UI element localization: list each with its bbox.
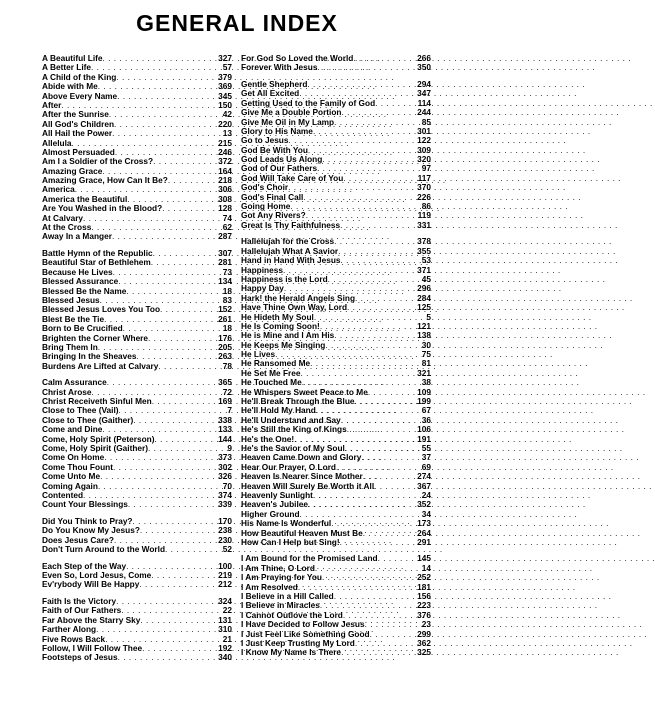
song-title: He Is Coming Soon! [241, 320, 320, 331]
page-number: 309 [417, 144, 431, 155]
song-title: He Touched Me [241, 377, 302, 388]
dot-leader [340, 538, 417, 547]
page-number: 7 [227, 405, 232, 416]
page-number: 264 [417, 527, 431, 538]
song-title: How Can I Help but Sing! [241, 536, 340, 547]
page-number: 14 [421, 562, 431, 573]
page-number: 97 [421, 163, 431, 174]
song-title: I Cannot Outlove the Lord [241, 609, 343, 620]
song-title: Gentle Shepherd [241, 78, 308, 89]
page-number: 164 [218, 165, 232, 176]
song-title: Even So, Lord Jesus, Come [42, 570, 152, 581]
page-number: 169 [218, 396, 232, 407]
song-title: I Know My Name Is There [241, 647, 342, 658]
song-title: All God's Children [42, 118, 115, 129]
song-title: Count Your Blessings [42, 499, 128, 510]
song-title: Heaven's Jubilee [241, 499, 308, 510]
song-title: Battle Hymn of the Republic [42, 248, 153, 258]
song-title: Almost Persuaded [42, 146, 115, 157]
index-entry[interactable] [42, 545, 232, 554]
page-number: 371 [417, 264, 431, 275]
page-number: 38 [421, 377, 431, 388]
song-title: Come Unto Me [42, 471, 101, 482]
song-title: Far Above the Starry Sky [42, 614, 141, 625]
song-title: God Will Take Care of You [241, 172, 344, 183]
song-title: A Beautiful Life [42, 53, 103, 63]
song-title: After [42, 99, 62, 110]
page-number: 324 [218, 596, 232, 607]
page-number: 226 [417, 191, 431, 202]
page-number: 205 [218, 341, 232, 352]
page-number: 74 [222, 212, 232, 223]
song-title: He Lives [241, 349, 276, 360]
song-title: He Whispers Sweet Peace to Me [241, 386, 368, 397]
page-number: 261 [218, 313, 232, 324]
song-title: For God So Loved the World [241, 53, 354, 63]
page-number: 308 [218, 193, 232, 204]
index-entry[interactable] [241, 221, 431, 230]
dot-leader [341, 648, 416, 657]
index-entry[interactable] [42, 500, 232, 509]
page-number: 376 [417, 609, 431, 620]
page-number: 21 [222, 633, 232, 644]
page-number: 321 [417, 367, 431, 378]
page-number: 284 [417, 292, 431, 303]
song-title: Faith of Our Fathers [42, 605, 122, 616]
page-number: 215 [218, 137, 232, 148]
song-title: Give Me Oil in My Lamp [241, 116, 335, 127]
page-number: 62 [222, 222, 232, 233]
dot-leader [118, 653, 218, 662]
page-number: 18 [222, 323, 232, 334]
song-title: He Keeps Me Singing [241, 339, 326, 350]
index-column-right [241, 54, 431, 658]
page-number: 327 [218, 53, 232, 63]
page-number: 134 [218, 276, 232, 287]
page-number: 72 [222, 386, 232, 397]
song-title: Don't Turn Around to the World [42, 544, 166, 555]
song-title: Glory to His Name [241, 125, 313, 136]
song-title: Hand in Hand With Jesus [241, 255, 341, 266]
page-number: 373 [218, 452, 232, 463]
page-number: 128 [218, 203, 232, 214]
page-number: 150 [218, 99, 232, 110]
dot-leader [139, 580, 217, 589]
index-entry[interactable] [42, 362, 232, 371]
song-title: Each Step of the Way [42, 560, 127, 571]
page-number: 379 [218, 71, 232, 82]
page-number: 109 [417, 386, 431, 397]
page-number: 369 [218, 81, 232, 92]
dot-leader [158, 362, 221, 371]
song-title: Hallelujah What A Savior [241, 245, 339, 256]
song-title: God's Final Call [241, 191, 304, 202]
song-title: America the Beautiful [42, 193, 128, 204]
page-number: 274 [417, 471, 431, 482]
index-entry[interactable] [42, 232, 232, 241]
index-entry[interactable] [241, 648, 431, 657]
page-number: 287 [218, 231, 232, 242]
dot-leader [112, 232, 217, 241]
index-entry[interactable] [241, 63, 431, 72]
page-number: 223 [417, 600, 431, 611]
song-title: Heaven Is Nearer Since Mother [241, 471, 363, 482]
page-number: 320 [417, 154, 431, 165]
page-number: 85 [421, 116, 431, 127]
song-title: Christ Arose [42, 386, 92, 397]
page-number: 145 [417, 553, 431, 564]
page-number: 78 [222, 360, 232, 371]
song-title: Calm Assurance [42, 377, 107, 388]
song-title: Get All Excited [241, 88, 300, 99]
page-number: 246 [218, 146, 232, 157]
song-title: Amazing Grace, How Can It Be? [42, 175, 168, 186]
page-number: 345 [218, 90, 232, 101]
song-title: Happiness [241, 264, 283, 275]
dot-leader [340, 221, 416, 230]
song-title: God Be With You [241, 144, 308, 155]
page-number: 133 [218, 424, 232, 435]
song-title: Great Is Thy Faithfulness [241, 219, 341, 230]
page-number: 310 [218, 624, 232, 635]
page-number: 372 [218, 156, 232, 167]
song-title: After the Sunrise [42, 109, 109, 120]
page-number: 70 [222, 480, 232, 491]
song-title: Ev'rybody Will Be Happy [42, 579, 140, 590]
song-title: Happy Day [241, 283, 284, 294]
song-title: Go to Jesus [241, 135, 289, 146]
song-title: Does Jesus Care? [42, 534, 114, 545]
page-number: 263 [218, 351, 232, 362]
page-number: 181 [417, 581, 431, 592]
page-number: 144 [218, 433, 232, 444]
song-title: Got Any Rivers? [241, 210, 306, 221]
song-title: Higher Ground [241, 508, 300, 519]
page-number: 22 [222, 605, 232, 616]
page-number: 294 [417, 78, 431, 89]
page-number: 45 [421, 273, 431, 284]
song-title: Farther Along [42, 624, 97, 635]
song-title: Born to Be Crucified [42, 323, 123, 334]
song-title: His Name Is Wonderful [241, 518, 332, 529]
song-title: Come and Dine [42, 424, 103, 435]
page-number: 138 [417, 330, 431, 341]
page-number: 18 [222, 285, 232, 296]
song-title: Because He Lives [42, 266, 113, 277]
page-number: 291 [417, 536, 431, 547]
page-number: 106 [417, 424, 431, 435]
page-number: 307 [218, 248, 232, 258]
page-number: 192 [218, 642, 232, 653]
song-title: Christ Receiveth Sinful Men [42, 396, 152, 407]
song-title: God Leads Us Along [241, 154, 323, 165]
page-number: 350 [417, 62, 431, 73]
song-title: He is Mine and I Am His [241, 330, 335, 341]
page-number: 52 [222, 544, 232, 555]
song-title: All Hail the Power [42, 128, 113, 139]
song-title: Did You Think to Pray? [42, 515, 133, 526]
page-number: 37 [421, 452, 431, 463]
song-title: Coming Again [42, 480, 98, 491]
dot-leader [317, 63, 416, 72]
page-number: 306 [218, 184, 232, 195]
song-title: Heaven Came Down and Glory [241, 452, 362, 463]
song-title: Bringing In the Sheaves [42, 351, 137, 362]
page-number: 119 [417, 210, 431, 221]
index-entry[interactable] [241, 538, 431, 547]
page-number: 325 [417, 647, 431, 658]
page-number: 378 [417, 236, 431, 247]
song-title: I Believe in a Hill Called [241, 591, 334, 602]
song-title: Blessed Jesus [42, 294, 100, 305]
song-title: Brighten the Corner Where [42, 332, 149, 343]
song-title: I Am Praying for You [241, 572, 322, 583]
page-number: 83 [222, 294, 232, 305]
page-number: 370 [417, 182, 431, 193]
song-title: Blest Be the Tie [42, 313, 105, 324]
song-title: I Just Keep Trusting My Lord [241, 638, 355, 648]
page-number: 117 [417, 172, 431, 183]
page-number: 299 [417, 628, 431, 639]
dot-leader [128, 500, 217, 509]
song-title: Blessed Assurance [42, 276, 119, 287]
page-number: 367 [417, 480, 431, 491]
song-title: Hark! the Herald Angels Sing [241, 292, 356, 303]
song-title: He Hideth My Soul [241, 311, 314, 322]
page-number: 5 [426, 311, 431, 322]
page-number: 86 [421, 201, 431, 212]
page-number: 339 [218, 499, 232, 510]
page-number: 212 [218, 579, 232, 590]
song-title: Heaven Will Surely Be Worth it All [241, 480, 375, 491]
page-number: 81 [421, 358, 431, 369]
song-title: Come On Home [42, 452, 105, 463]
page-number: 53 [421, 255, 431, 266]
page-number: 365 [218, 377, 232, 388]
page-number: 340 [218, 652, 232, 663]
song-title: Heavenly Sunlight [241, 489, 313, 500]
page-number: 296 [417, 283, 431, 294]
song-title: A Better Life [42, 62, 92, 73]
song-title: I Have Decided to Follow Jesus [241, 619, 365, 630]
page-number: 266 [417, 53, 431, 63]
page-number: 244 [417, 107, 431, 118]
song-title: Follow, I Will Follow Thee [42, 642, 143, 653]
page-number: 23 [421, 619, 431, 630]
page-number: 347 [417, 88, 431, 99]
page-number: 125 [417, 302, 431, 313]
song-title: Happiness is the Lord [241, 273, 328, 284]
song-title: A Child of the King [42, 71, 117, 82]
song-title: Faith Is the Victory [42, 596, 117, 607]
song-title: Give Me a Double Portion [241, 107, 342, 118]
song-title: Amazing Grace [42, 165, 103, 176]
song-title: Beautiful Star of Bethlehem [42, 257, 151, 268]
song-title: Hallelujah for the Cross [241, 236, 335, 247]
song-title: Footsteps of Jesus [42, 652, 118, 663]
page-number: 281 [218, 257, 232, 268]
song-title: He's the One! [241, 433, 295, 444]
song-title: Are You Washed in the Blood? [42, 203, 163, 214]
page-number: 355 [417, 245, 431, 256]
page-number: 57 [222, 62, 232, 73]
page-number: 199 [417, 396, 431, 407]
page-number: 331 [417, 219, 431, 230]
index-entry[interactable] [42, 653, 232, 662]
song-title: I Am Thine, O Lord [241, 562, 315, 573]
song-title: Five Rows Back [42, 633, 106, 644]
page-number: 173 [417, 518, 431, 529]
page-number: 121 [417, 320, 431, 331]
song-title: He'll Hold My Hand [241, 405, 316, 416]
song-title: He'll Break Through the Blue [241, 396, 355, 407]
page-number: 100 [218, 560, 232, 571]
song-title: I Just Feel Like Something Good [241, 628, 370, 639]
song-title: Away In a Manger [42, 231, 112, 242]
page-number: 131 [218, 614, 232, 625]
page-number: 122 [417, 135, 431, 146]
page-number: 73 [222, 266, 232, 277]
song-title: He's the Savior of My Soul [241, 443, 345, 453]
page-number: 176 [218, 332, 232, 343]
page-number: 302 [218, 461, 232, 472]
song-title: Close to Thee (Gaither) [42, 414, 134, 425]
page-number: 170 [218, 515, 232, 526]
song-title: He'll Understand and Say [241, 414, 341, 425]
page-number: 326 [218, 471, 232, 482]
page-number: 252 [417, 572, 431, 583]
page-number: 30 [421, 339, 431, 350]
song-title: Hear Our Prayer, O Lord [241, 461, 336, 472]
song-title: God of Our Fathers [241, 163, 318, 174]
page-number: 67 [421, 405, 431, 416]
page-number: 230 [218, 534, 232, 545]
song-title: Have Thine Own Way, Lord [241, 302, 348, 313]
page-number: 9 [227, 443, 232, 453]
song-title: Forever With Jesus [241, 62, 318, 73]
page-number: 219 [218, 570, 232, 581]
song-title: He Ransomed Me [241, 358, 311, 369]
song-title: Come, Holy Spirit (Peterson) [42, 433, 155, 444]
page-number: 75 [421, 349, 431, 360]
song-title: Bring Them In [42, 341, 98, 352]
song-title: I Am Bound for the Promised Land [241, 553, 378, 564]
page-number: 352 [417, 499, 431, 510]
page-number: 218 [218, 175, 232, 186]
song-title: I Am Resolved [241, 581, 298, 592]
page-number: 362 [417, 638, 431, 648]
song-title: America [42, 184, 75, 195]
song-title: Abide with Me [42, 81, 98, 92]
page-number: 156 [417, 591, 431, 602]
song-title: Above Every Name [42, 90, 118, 101]
song-title: God's Choir [241, 182, 289, 193]
page-number: 34 [421, 508, 431, 519]
page-number: 36 [421, 414, 431, 425]
page-number: 24 [421, 489, 431, 500]
page-number: 69 [421, 461, 431, 472]
page-number: 42 [222, 109, 232, 120]
page-number: 374 [218, 489, 232, 500]
page-number: 55 [421, 443, 431, 453]
song-title: Blessed Jesus Loves You Too [42, 304, 161, 315]
page-number: 152 [218, 304, 232, 315]
song-title: I Believe in Miracles [241, 600, 320, 611]
song-title: Allelula [42, 137, 72, 148]
song-title: He's Still the King of Kings [241, 424, 347, 435]
song-title: Getting Used to the Family of God [241, 97, 376, 108]
song-title: At Calvary [42, 212, 84, 223]
song-title: Do You Know My Jesus? [42, 525, 140, 536]
song-title: Contented [42, 489, 84, 500]
song-title: Come, Holy Spirit (Gaither) [42, 443, 149, 453]
song-title: Blessed Be the Name [42, 285, 127, 296]
page-number: 301 [417, 125, 431, 136]
song-title: Burdens Are Lifted at Calvary [42, 360, 159, 371]
page-number: 114 [417, 97, 431, 108]
page-number: 338 [218, 414, 232, 425]
page-number: 238 [218, 525, 232, 536]
page-number: 191 [417, 433, 431, 444]
song-title: Come Thou Fount [42, 461, 113, 472]
song-title: How Beautiful Heaven Must Be [241, 527, 363, 538]
song-title: Am I a Soldier of the Cross? [42, 156, 154, 167]
index-entry[interactable] [42, 580, 232, 589]
page-title: GENERAL INDEX [136, 10, 338, 36]
page-number: 13 [222, 128, 232, 139]
song-title: He Set Me Free [241, 367, 301, 378]
song-title: Going Home [241, 201, 291, 212]
song-title: Close to Thee (Vail) [42, 405, 119, 416]
page-number: 220 [218, 118, 232, 129]
index-column-left [42, 54, 232, 663]
song-title: At the Cross [42, 222, 92, 233]
dot-leader [165, 545, 222, 554]
